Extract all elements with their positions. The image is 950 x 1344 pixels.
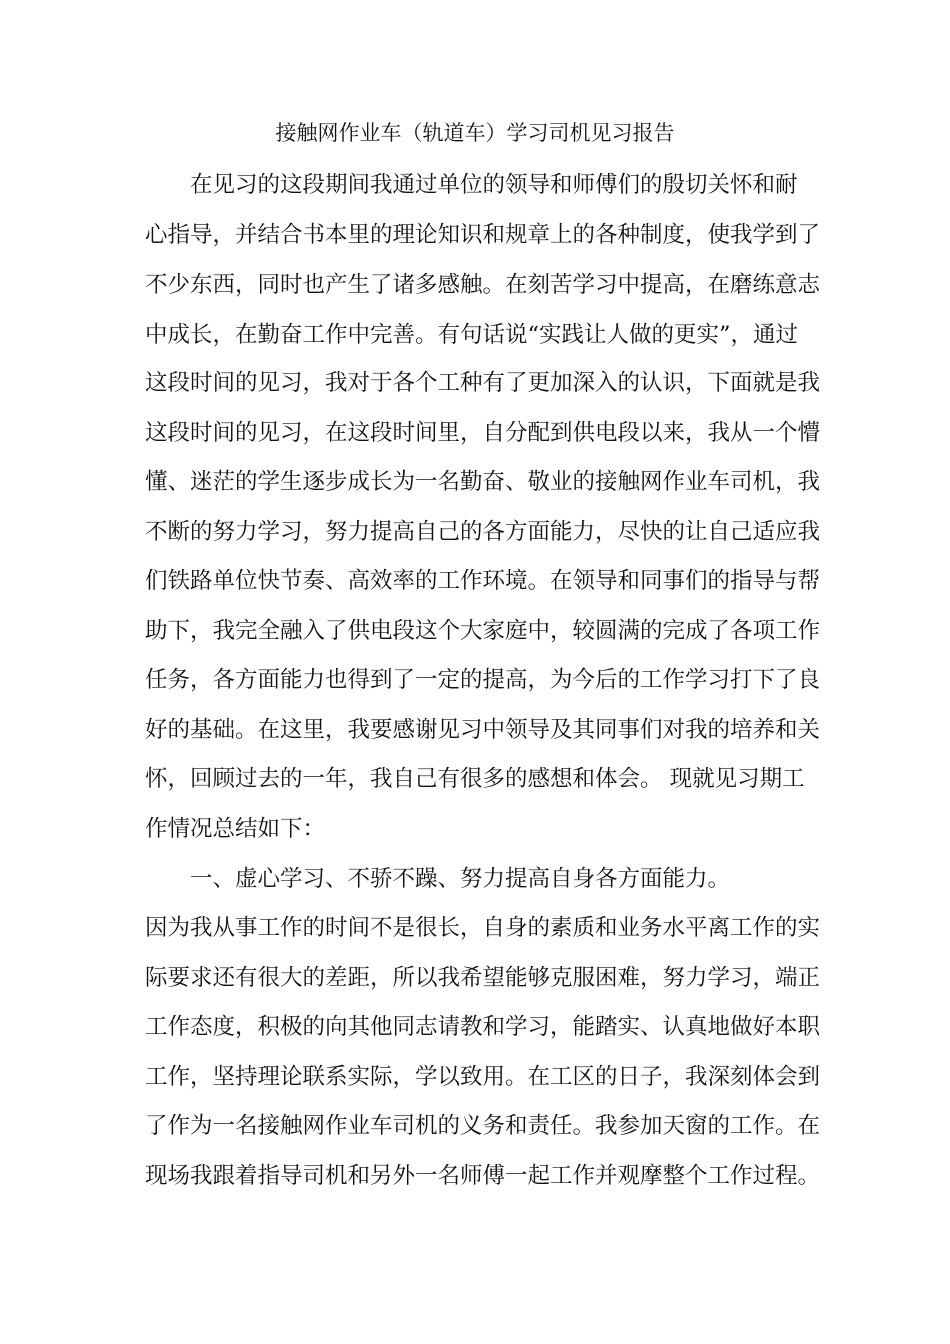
paragraph-line: 作情况总结如下： — [145, 816, 326, 842]
paragraph-line: 任务，各方面能力也得到了一定的提高，为今后的工作学习打下了良 — [145, 667, 821, 693]
paragraph-line: 不少东西，同时也产生了诸多感触。在刻苦学习中提高，在磨练意志 — [145, 272, 821, 298]
paragraph-line: 们铁路单位快节奏、高效率的工作环境。在领导和同事们的指导与帮 — [145, 568, 821, 594]
paragraph-line: 这段时间的见习，我对于各个工种有了更加深入的认识，下面就是我 — [145, 370, 821, 396]
paragraph-line: 中成长，在勤奋工作中完善。有句话说“实践让人做的更实”，通过 — [145, 322, 799, 348]
paragraph-line: 了作为一名接触网作业车司机的义务和责任。我参加天窗的工作。在 — [145, 1113, 821, 1139]
paragraph-line: 助下，我完全融入了供电段这个大家庭中，较圆满的完成了各项工作 — [145, 618, 821, 644]
paragraph-line: 工作，坚持理论联系实际，学以致用。在工区的日子，我深刻体会到 — [145, 1064, 821, 1090]
paragraph-line: 际要求还有很大的差距，所以我希望能够克服困难，努力学习，端正 — [145, 965, 821, 991]
paragraph-line: 心指导，并结合书本里的理论知识和规章上的各种制度，使我学到了 — [145, 222, 821, 248]
paragraph-line: 这段时间的见习，在这段时间里，自分配到供电段以来，我从一个懵 — [145, 420, 821, 446]
paragraph-line: 工作态度，积极的向其他同志请教和学习，能踏实、认真地做好本职 — [145, 1014, 821, 1040]
paragraph-line: 好的基础。在这里，我要感谢见习中领导及其同事们对我的培养和关 — [145, 717, 821, 743]
document-title: 接触网作业车（轨道车）学习司机见习报告 — [275, 121, 675, 145]
paragraph-line: 不断的努力学习，努力提高自己的各方面能力，尽快的让自己适应我 — [145, 519, 821, 545]
paragraph-line: 怀，回顾过去的一年，我自己有很多的感想和体会。 现就见习期工 — [145, 766, 805, 792]
paragraph-line: 懂、迷茫的学生逐步成长为一名勤奋、敬业的接触网作业车司机，我 — [145, 469, 821, 495]
paragraph-line: 在见习的这段期间我通过单位的领导和师傅们的殷切关怀和耐 — [190, 172, 798, 198]
paragraph-line: 现场我跟着指导司机和另外一名师傅一起工作并观摩整个工作过程。 — [145, 1163, 821, 1189]
section-heading: 一、虚心学习、不骄不躁、努力提高自身各方面能力。 — [190, 866, 731, 892]
paragraph-line: 因为我从事工作的时间不是很长，自身的素质和业务水平离工作的实 — [145, 915, 821, 941]
